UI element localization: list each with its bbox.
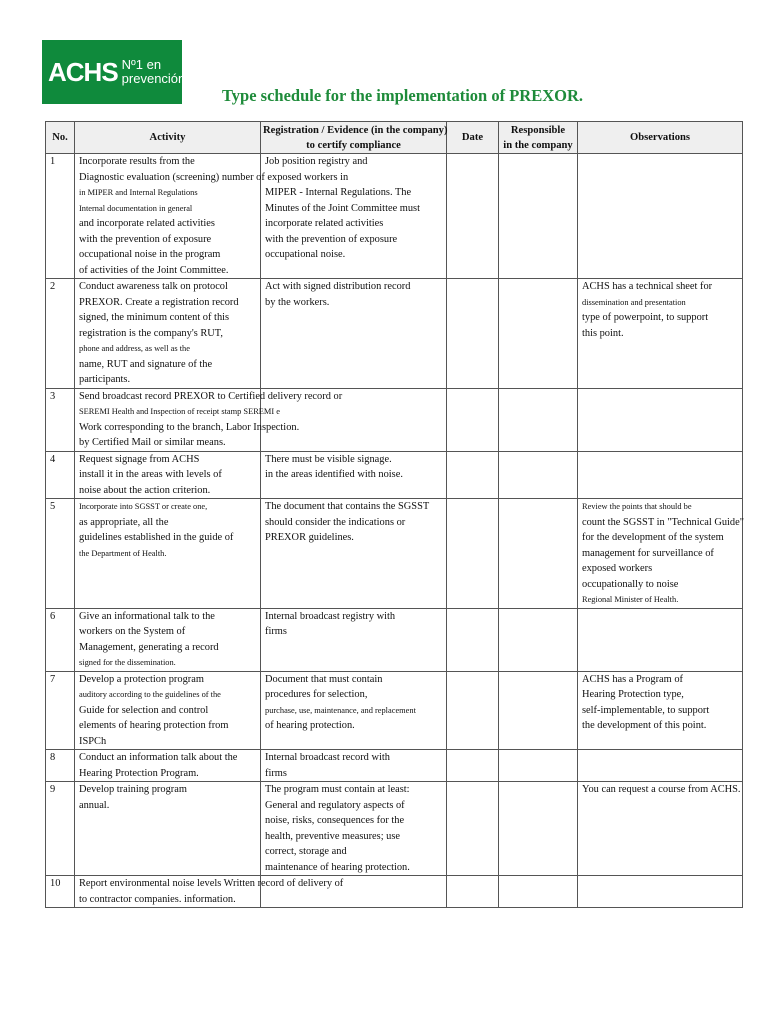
table-row	[46, 499, 743, 609]
activity-line: Diagnostic evaluation (screening) number of exposed workers in	[79, 171, 349, 183]
row-date	[447, 451, 499, 499]
activity-line: name, RUT and signature of the	[79, 358, 213, 370]
activity-line: the Department of Health.	[79, 548, 167, 558]
registration-line: by the workers.	[265, 296, 330, 308]
schedule-body	[46, 154, 743, 908]
row-date	[447, 499, 499, 609]
row-observations	[578, 608, 743, 671]
activity-line: Conduct awareness talk on protocol	[79, 281, 228, 292]
row-observations	[578, 154, 743, 279]
header-observations: Observations	[578, 122, 743, 154]
logo-tagline-line2: prevención	[121, 71, 186, 86]
observation-line: the development of this point.	[582, 720, 707, 731]
table-row	[46, 876, 743, 908]
row-responsible	[499, 279, 578, 389]
row-date	[447, 782, 499, 876]
document-title: Type schedule for the implementation of PREXOR.	[222, 86, 583, 105]
row-number: 4	[46, 451, 75, 499]
table-row	[46, 750, 743, 782]
row-responsible	[499, 499, 578, 609]
activity-line: Management, generating a record	[79, 641, 219, 653]
activity-line: and incorporate related activities	[79, 218, 215, 229]
row-activity	[75, 671, 261, 750]
observation-line: management for surveillance of	[582, 547, 714, 559]
header-responsible-line1: Responsible	[510, 124, 566, 136]
row-registration	[261, 782, 447, 876]
row-registration	[261, 279, 447, 389]
registration-line: PREXOR guidelines.	[265, 532, 354, 543]
registration-line: Document that must contain	[265, 673, 383, 685]
registration-line: Minutes of the Joint Committee must	[265, 202, 420, 214]
row-responsible	[499, 671, 578, 750]
activity-line: signed for the dissemination.	[79, 658, 176, 667]
row-activity	[75, 499, 261, 609]
registration-line: The document that contains the SGSST	[265, 501, 430, 512]
row-number: 7	[46, 671, 75, 750]
observation-line: for the development of the system	[582, 532, 724, 543]
row-date	[447, 154, 499, 279]
observation-line: count the SGSST in "Technical Guide"	[582, 516, 744, 528]
row-observations	[578, 388, 743, 451]
table-row	[46, 279, 743, 389]
logo-tagline	[122, 58, 186, 86]
row-responsible	[499, 154, 578, 279]
row-activity	[75, 451, 261, 499]
registration-line: Job position registry and	[265, 156, 368, 167]
table-row	[46, 388, 743, 451]
header-registration-line2: to certify compliance	[306, 139, 401, 151]
activity-line: participants.	[79, 374, 131, 385]
row-number: 8	[46, 750, 75, 782]
row-responsible	[499, 608, 578, 671]
row-registration	[261, 451, 447, 499]
activity-line: elements of hearing protection from	[79, 720, 229, 731]
observation-line: Review the points that should be	[582, 502, 692, 511]
table-row	[46, 451, 743, 499]
activity-line: as appropriate, all the	[79, 516, 169, 528]
header-responsible-line2: in the company	[503, 139, 573, 151]
registration-line: incorporate related activities	[265, 218, 384, 229]
schedule-table	[45, 121, 743, 908]
registration-line: procedures for selection,	[265, 689, 368, 700]
registration-line: maintenance of hearing protection.	[265, 861, 410, 873]
header-registration	[261, 122, 447, 154]
activity-line: Develop training program	[79, 784, 187, 795]
observation-line: You can request a course from ACHS.	[582, 784, 741, 795]
row-responsible	[499, 388, 578, 451]
row-activity	[75, 750, 261, 782]
activity-line: by Certified Mail or similar means.	[79, 437, 226, 448]
observation-line: dissemination and presentation	[582, 297, 686, 307]
activity-line: Incorporate results from the	[79, 156, 195, 167]
observation-line: Hearing Protection type,	[582, 689, 684, 700]
registration-line: Internal broadcast record with	[265, 752, 390, 763]
activity-line: Request signage from ACHS	[79, 453, 200, 465]
registration-line: correct, storage and	[265, 846, 347, 857]
row-registration	[261, 499, 447, 609]
row-number: 9	[46, 782, 75, 876]
observation-line: self-implementable, to support	[582, 704, 710, 716]
row-observations	[578, 876, 743, 908]
row-activity	[75, 608, 261, 671]
row-responsible	[499, 451, 578, 499]
row-number: 6	[46, 608, 75, 671]
registration-line: in the areas identified with noise.	[265, 469, 403, 480]
row-observations	[578, 451, 743, 499]
activity-line: phone and address, as well as the	[79, 344, 190, 353]
row-registration	[261, 608, 447, 671]
activity-line: Internal documentation in general	[79, 203, 193, 213]
row-date	[447, 876, 499, 908]
activity-line: noise about the action criterion.	[79, 484, 211, 496]
header-date: Date	[447, 122, 499, 154]
registration-line: purchase, use, maintenance, and replacement	[265, 705, 416, 715]
registration-line: The program must contain at least:	[265, 784, 410, 795]
registration-line: MIPER - Internal Regulations. The	[265, 187, 412, 198]
row-observations	[578, 499, 743, 609]
row-responsible	[499, 782, 578, 876]
registration-line: of hearing protection.	[265, 720, 355, 731]
activity-line: Send broadcast record PREXOR to Certified delivery record or	[79, 390, 343, 402]
activity-line: in MIPER and Internal Regulations	[79, 188, 198, 197]
observation-line: ACHS has a technical sheet for	[582, 281, 713, 292]
row-number: 5	[46, 499, 75, 609]
activity-line: Hearing Protection Program.	[79, 767, 199, 779]
observation-line: exposed workers	[582, 563, 653, 574]
activity-line: registration is the company's RUT,	[79, 327, 223, 339]
registration-line: health, preventive measures; use	[265, 830, 401, 842]
table-row	[46, 782, 743, 876]
activity-line: Give an informational talk to the	[79, 610, 215, 622]
activity-line: Work corresponding to the branch, Labor Inspection.	[79, 421, 300, 433]
observation-line: ACHS has a Program of	[582, 673, 684, 685]
table-row	[46, 608, 743, 671]
logo-tagline-line1: Nº1 en	[121, 57, 162, 72]
row-number: 1	[46, 154, 75, 279]
row-date	[447, 608, 499, 671]
activity-line: SEREMI Health and Inspection of receipt stamp SEREMI e	[79, 407, 280, 416]
registration-line: Internal broadcast registry with	[265, 610, 396, 622]
achs-logo	[42, 40, 186, 104]
observation-line: type of powerpoint, to support	[582, 312, 709, 323]
activity-line: annual.	[79, 799, 110, 811]
row-responsible	[499, 750, 578, 782]
registration-line: General and regulatory aspects of	[265, 799, 405, 811]
activity-line: PREXOR. Create a registration record	[79, 296, 239, 308]
activity-line: Develop a protection program	[79, 673, 204, 685]
activity-line: Conduct an information talk about the	[79, 752, 238, 763]
row-number: 3	[46, 388, 75, 451]
row-responsible	[499, 876, 578, 908]
row-date	[447, 750, 499, 782]
activity-line: guidelines established in the guide of	[79, 532, 234, 543]
activity-line: install it in the areas with levels of	[79, 469, 222, 480]
registration-line: should consider the indications or	[265, 516, 406, 528]
registration-line: There must be visible signage.	[265, 453, 392, 465]
activity-line: of activities of the Joint Committee.	[79, 264, 229, 276]
activity-line: to contractor companies. information.	[79, 893, 236, 905]
table-row	[46, 671, 743, 750]
row-activity	[75, 388, 343, 451]
registration-line: firms	[265, 626, 287, 637]
registration-line: firms	[265, 767, 287, 779]
activity-line: workers on the System of	[79, 626, 186, 637]
registration-line: occupational noise.	[265, 249, 346, 260]
row-date	[447, 279, 499, 389]
row-activity	[75, 279, 261, 389]
row-date	[447, 388, 499, 451]
activity-line: with the prevention of exposure	[79, 233, 212, 245]
header-responsible	[499, 122, 578, 154]
row-date	[447, 671, 499, 750]
header-registration-line1: Registration / Evidence (in the company)	[263, 124, 448, 136]
table-row	[46, 154, 743, 279]
row-observations	[578, 671, 743, 750]
row-activity	[75, 782, 261, 876]
registration-line: noise, risks, consequences for the	[265, 815, 405, 826]
header-no: No.	[46, 122, 75, 154]
row-number: 10	[46, 876, 75, 908]
registration-line: Act with signed distribution record	[265, 281, 411, 292]
activity-line: occupational noise in the program	[79, 249, 221, 260]
activity-line: auditory according to the guidelines of the	[79, 690, 221, 699]
observation-line: Regional Minister of Health.	[582, 595, 679, 604]
row-activity	[75, 876, 344, 908]
row-observations	[578, 750, 743, 782]
activity-line: signed, the minimum content of this	[79, 312, 230, 323]
header-activity: Activity	[75, 122, 261, 154]
observation-line: this point.	[582, 327, 624, 339]
observation-line: occupationally to noise	[582, 578, 679, 590]
logo-mark: ACHS	[48, 56, 118, 87]
row-registration	[261, 750, 447, 782]
row-observations	[578, 782, 743, 876]
activity-line: ISPCh	[79, 735, 107, 747]
row-registration	[261, 671, 447, 750]
registration-line: with the prevention of exposure	[265, 233, 398, 245]
row-observations	[578, 279, 743, 389]
table-header-row	[46, 122, 743, 154]
activity-line: Guide for selection and control	[79, 704, 209, 716]
activity-line: Report environmental noise levels Written record of delivery of	[79, 878, 344, 889]
row-number: 2	[46, 279, 75, 389]
activity-line: Incorporate into SGSST or create one,	[79, 502, 208, 511]
